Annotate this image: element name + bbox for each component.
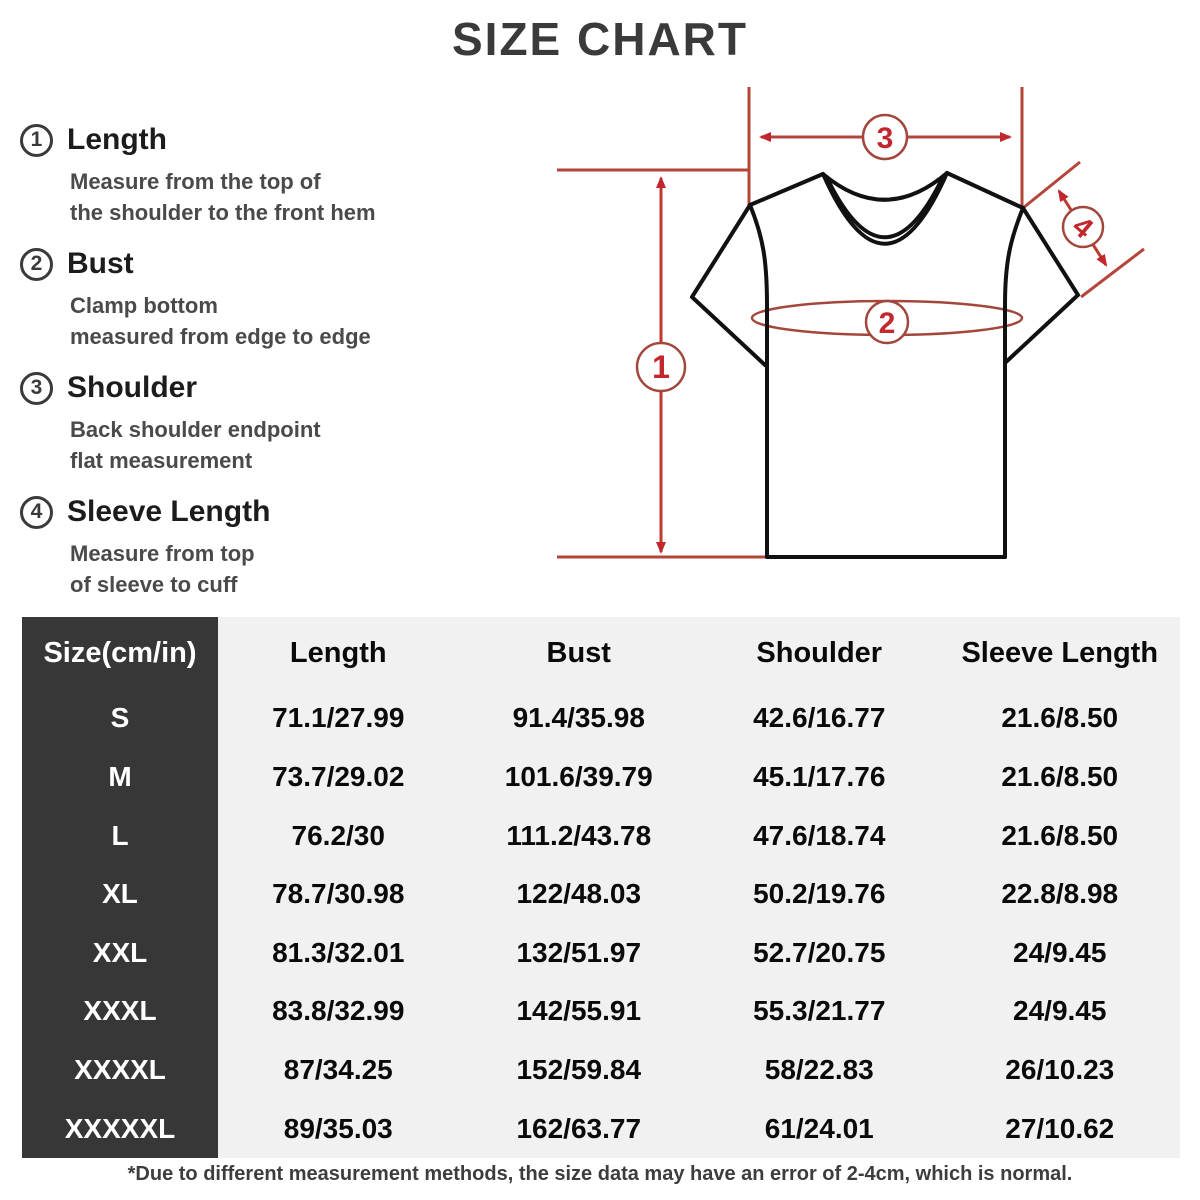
table-cell: 58/22.83 [764, 1054, 874, 1086]
instruction-title: Bust [67, 247, 134, 280]
table-header-cell: Shoulder [756, 636, 883, 669]
table-header-cell: Bust [546, 636, 611, 669]
table-cell: 132/51.97 [516, 936, 642, 968]
table-cell: 50.2/19.76 [753, 878, 886, 910]
table-cell: 87/34.25 [283, 1054, 393, 1086]
table-cell: 142/55.91 [516, 995, 642, 1027]
instruction-description: Back shoulder endpoint flat measurement [70, 417, 321, 473]
table-cell: 24/9.45 [1013, 936, 1107, 968]
svg-text:1: 1 [652, 349, 670, 385]
table-header-cell: Length [289, 636, 387, 669]
svg-text:4: 4 [1065, 210, 1099, 246]
measurement-disclaimer: *Due to different measurement methods, the size data may have an error of 2-4cm, which is normal. [127, 1163, 1073, 1185]
diagram-label-4 [1063, 207, 1103, 247]
circled-number-2: 2 [20, 248, 53, 281]
instruction-shoulder [20, 368, 500, 476]
table-size-label: XXXXXL [22, 1099, 218, 1158]
table-cell: 52.7/20.75 [753, 936, 886, 968]
table-cell: 122/48.03 [516, 878, 642, 910]
svg-text:3: 3 [876, 122, 894, 155]
measure-guide-lines [557, 87, 1144, 557]
table-header-cell: Sleeve Length [961, 636, 1159, 669]
table-cell: 101.6/39.79 [504, 760, 653, 792]
tshirt-measurement-diagram [540, 60, 1200, 620]
table-cell: 42.6/16.77 [753, 702, 886, 734]
table-cell: 26/10.23 [1005, 1054, 1115, 1086]
table-size-label: M [22, 748, 218, 807]
table-cell: 22.8/8.98 [1001, 878, 1119, 910]
circled-number-4: 4 [20, 496, 53, 529]
table-size-label: XL [22, 865, 218, 924]
table-cell: 76.2/30 [291, 819, 385, 851]
instruction-length [20, 120, 500, 228]
instruction-title: Shoulder [67, 371, 198, 404]
table-cell: 21.6/8.50 [1001, 702, 1119, 734]
instruction-title: Sleeve Length [67, 495, 271, 528]
table-header-cell: Size(cm/in) [22, 617, 218, 689]
table-cell: 152/59.84 [516, 1054, 642, 1086]
instruction-description: Clamp bottom measured from edge to edge [70, 293, 371, 349]
circled-number-3: 3 [20, 372, 53, 405]
table-size-label: L [22, 806, 218, 865]
table-cell: 89/35.03 [283, 1112, 393, 1144]
table-cell: 55.3/21.77 [753, 995, 886, 1027]
table-cell: 111.2/43.78 [506, 819, 652, 851]
table-cell: 24/9.45 [1013, 995, 1107, 1027]
svg-text:2: 2 [878, 307, 896, 340]
instruction-bust [20, 244, 500, 352]
instruction-title: Length [67, 123, 167, 156]
size-table [22, 617, 1180, 1158]
table-cell: 61/24.01 [764, 1112, 874, 1144]
instruction-sleeve-length [20, 492, 500, 600]
page-title: SIZE CHART [452, 13, 748, 65]
table-cell: 45.1/17.76 [753, 760, 886, 792]
diagram-label-1 [637, 343, 685, 391]
table-cell: 21.6/8.50 [1001, 819, 1119, 851]
table-size-label: XXXL [22, 982, 218, 1041]
diagram-label-2 [866, 301, 908, 343]
instruction-description: Measure from top of sleeve to cuff [70, 541, 255, 597]
table-cell: 91.4/35.98 [512, 702, 645, 734]
tshirt-outline [692, 173, 1078, 557]
diagram-label-3 [863, 115, 907, 159]
table-size-label: XXL [22, 924, 218, 983]
table-cell: 81.3/32.01 [272, 936, 405, 968]
table-cell: 78.7/30.98 [272, 878, 405, 910]
instruction-description: Measure from the top of the shoulder to the front hem [70, 169, 376, 225]
table-size-label: S [22, 689, 218, 748]
table-size-label: XXXXL [22, 1041, 218, 1100]
measurement-instructions [20, 120, 500, 616]
table-cell: 73.7/29.02 [272, 760, 405, 792]
circled-number-1: 1 [20, 124, 53, 157]
table-cell: 162/63.77 [516, 1112, 642, 1144]
table-cell: 83.8/32.99 [272, 995, 405, 1027]
table-cell: 27/10.62 [1005, 1112, 1115, 1144]
table-cell: 21.6/8.50 [1001, 760, 1119, 792]
table-cell: 71.1/27.99 [272, 702, 405, 734]
table-cell: 47.6/18.74 [753, 819, 886, 851]
